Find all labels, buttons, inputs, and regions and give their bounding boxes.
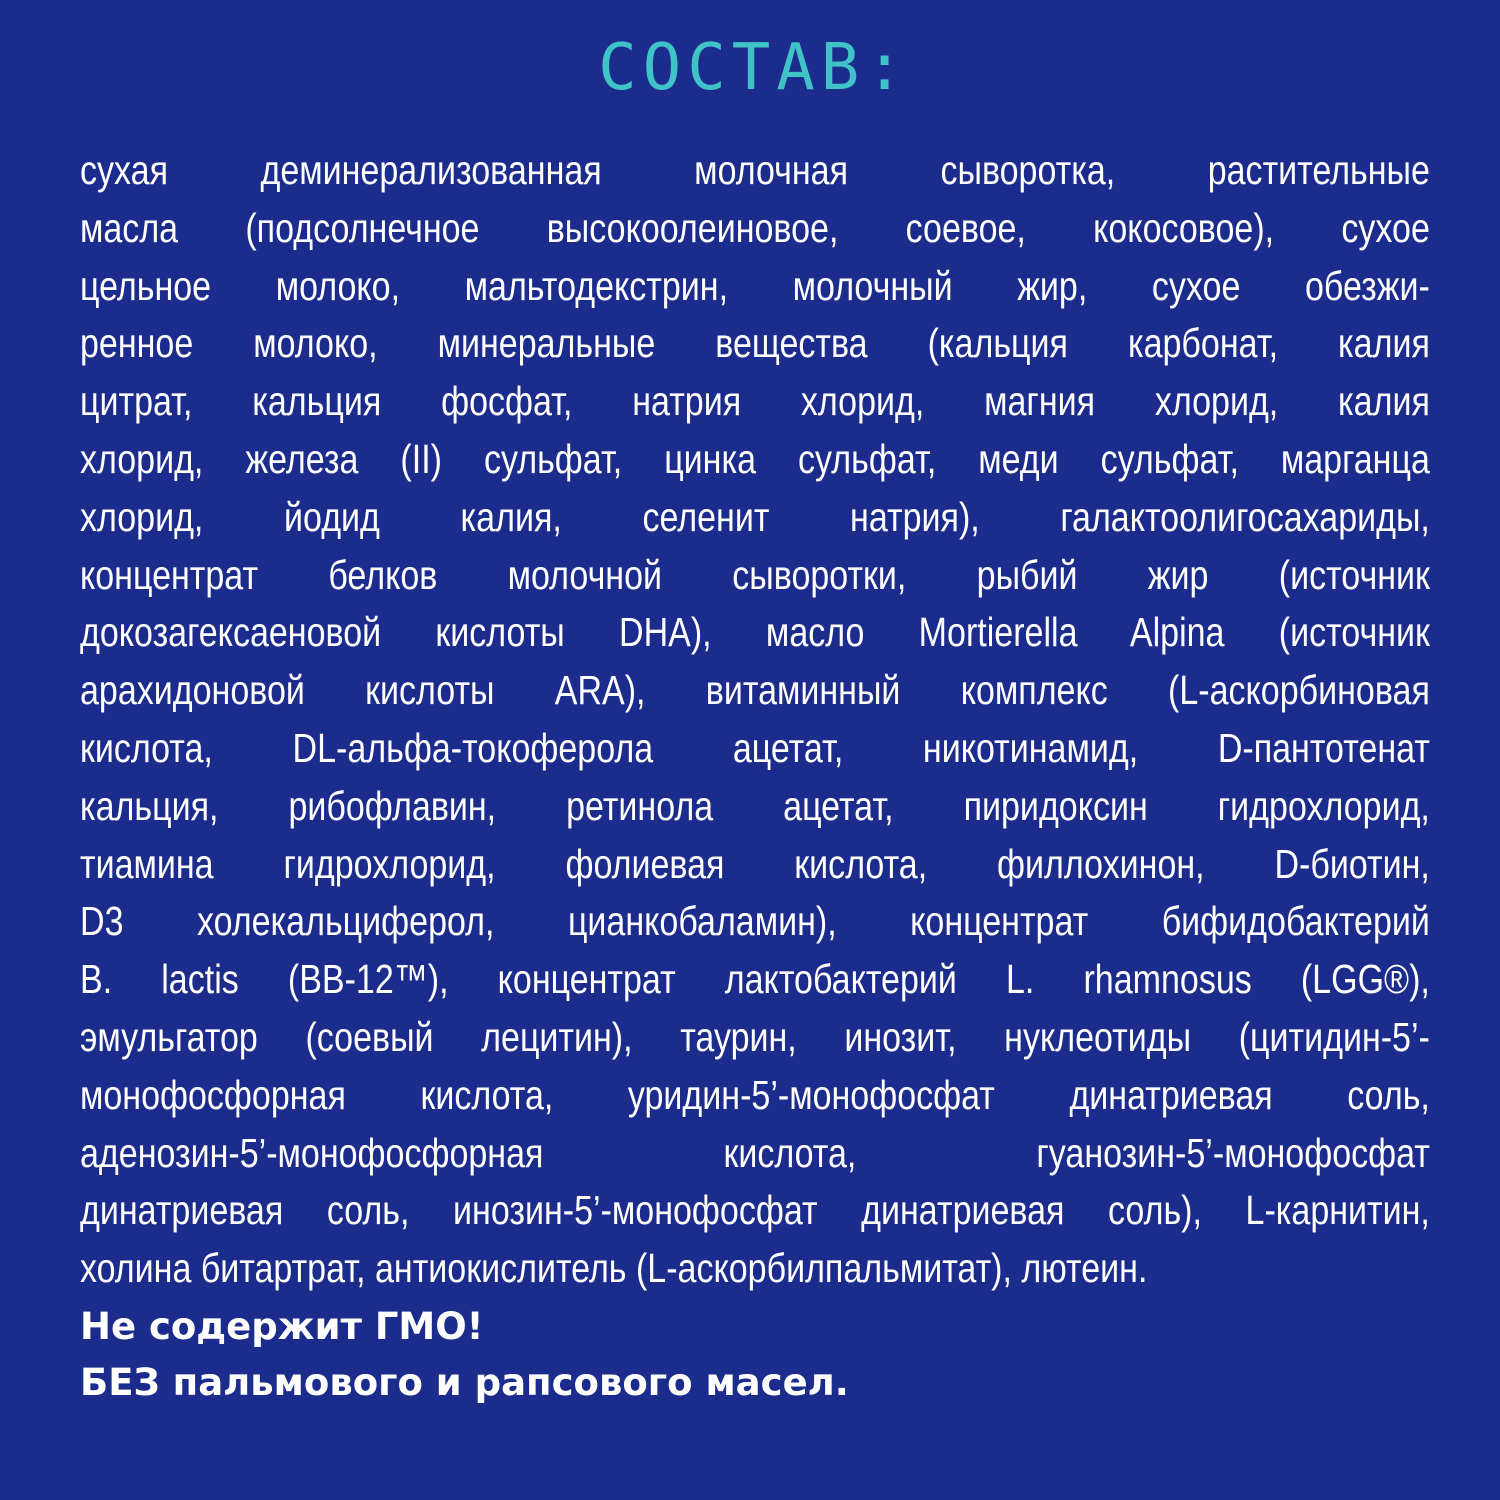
composition-line: масла (подсолнечное высокоолеиновое, соевое, кокосовое), сухое bbox=[80, 204, 1430, 251]
composition-line: арахидоновой кислоты ARA), витаминный комплекс (L-аскорбиновая bbox=[80, 667, 1430, 714]
composition-line: динатриевая соль, инозин-5’-монофосфат динатриевая соль), L-карнитин, bbox=[80, 1187, 1430, 1234]
composition-line: кальция, рибофлавин, ретинола ацетат, пиридоксин гидрохлорид, bbox=[80, 782, 1430, 829]
composition-line: хлорид, железа (II) сульфат, цинка сульфат, меди сульфат, марганца bbox=[80, 435, 1430, 482]
composition-line: хлорид, йодид калия, селенит натрия), галактоолигосахариды, bbox=[80, 493, 1430, 540]
composition-line: B. lactis (BB-12™), концентрат лактобактерий L. rhamnosus (LGG®), bbox=[80, 956, 1430, 1003]
composition-line: D3 холекальциферол, цианкобаламин), концентрат бифидобактерий bbox=[80, 898, 1430, 945]
composition-line: докозагексаеновой кислоты DHA), масло Mortierella Alpina (источник bbox=[80, 609, 1430, 656]
notes-block bbox=[80, 1299, 1428, 1411]
composition-line: концентрат белков молочной сыворотки, рыбий жир (источник bbox=[80, 551, 1430, 598]
composition-line: холина битартрат, антиокислитель (L-аскорбилпальмитат), лютеин. bbox=[80, 1245, 1148, 1292]
page-title: СОСТАВ: bbox=[598, 31, 910, 105]
gmo-free-note: Не содержит ГМО! bbox=[80, 1304, 484, 1348]
no-palm-oil-note: БЕЗ пальмового и рапсового масел. bbox=[80, 1360, 849, 1404]
composition-line: кислота, DL-альфа-токоферола ацетат, никотинамид, D-пантотенат bbox=[80, 724, 1430, 771]
composition-line: аденозин-5’-монофосфорная кислота, гуанозин-5’-монофосфат bbox=[80, 1129, 1430, 1176]
composition-line: монофосфорная кислота, уридин-5’-монофосфат динатриевая соль, bbox=[80, 1071, 1430, 1118]
composition-text bbox=[80, 142, 1430, 1298]
composition-line: тиамина гидрохлорид, фолиевая кислота, филлохинон, D-биотин, bbox=[80, 840, 1430, 887]
composition-line: эмульгатор (соевый лецитин), таурин, инозит, нуклеотиды (цитидин-5’- bbox=[80, 1013, 1430, 1060]
composition-line: сухая деминерализованная молочная сыворотка, растительные bbox=[80, 147, 1430, 193]
composition-line: ренное молоко, минеральные вещества (кальция карбонат, калия bbox=[80, 320, 1430, 367]
composition-line: цельное молоко, мальтодекстрин, молочный жир, сухое обезжи- bbox=[80, 262, 1430, 309]
composition-line: цитрат, кальция фосфат, натрия хлорид, магния хлорид, калия bbox=[80, 378, 1430, 425]
